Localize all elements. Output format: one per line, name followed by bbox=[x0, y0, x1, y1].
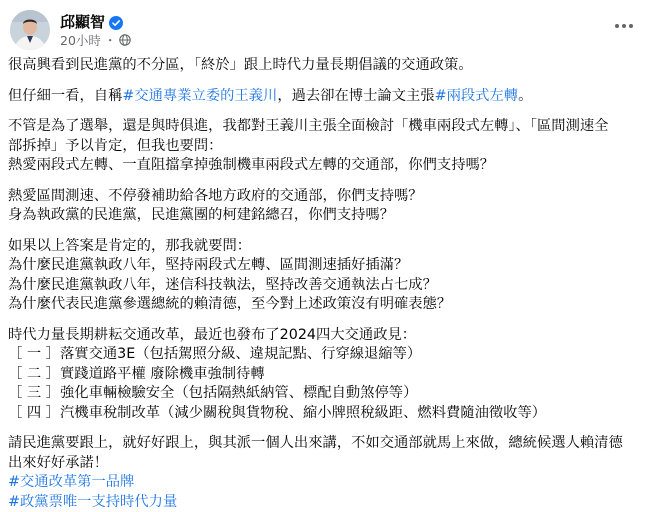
author-avatar[interactable] bbox=[10, 10, 50, 50]
post-body bbox=[8, 56, 648, 512]
author-name[interactable]: 邱顯智 bbox=[60, 11, 105, 32]
paragraph-line: 不管是為了選舉，還是與時俱進，我都對王義川主張全面檢討「機車兩段式左轉」、「區間測速全 bbox=[8, 117, 648, 137]
meta-separator: ・ bbox=[104, 31, 117, 49]
text: ，過去卻在博士論文主張 bbox=[277, 88, 434, 104]
author-line bbox=[60, 11, 123, 32]
paragraph-line: 熱愛兩段式左轉、一直阻擋拿掉強制機車兩段式左轉的交通部，你們支持嗎？ bbox=[8, 156, 648, 176]
paragraph-line: 請民進黨要跟上，就好好跟上，與其派一個人出來講，不如交通部就馬上來做，總統候選人賴清德 bbox=[8, 434, 648, 454]
post-header bbox=[10, 10, 642, 50]
policy-item: ［ 一 ］落實交通3E（包括駕照分級、違規記點、行穿線退縮等） bbox=[8, 345, 648, 365]
text: 。 bbox=[518, 88, 532, 104]
paragraph-line: 為什麼民進黨執政八年，迷信科技執法，堅持改善交通執法占七成？ bbox=[8, 276, 648, 296]
verified-badge-icon bbox=[109, 15, 123, 29]
paragraph-line: 出來好好承諾！ bbox=[8, 454, 648, 474]
paragraph-line: 為什麼民進黨執政八年，堅持兩段式左轉、區間測速插好插滿？ bbox=[8, 256, 648, 276]
paragraph-line: 熱愛區間測速、不停發補助給各地方政府的交通部，你們支持嗎？ bbox=[8, 187, 648, 207]
policy-item: ［ 四 ］汽機車稅制改革（減少關稅與貨物稅、縮小牌照稅級距、燃料費隨油徵收等） bbox=[8, 404, 648, 424]
paragraph-line: 部拆掉」予以肯定，但我也要問： bbox=[8, 137, 648, 157]
hashtag-link[interactable]: #政黨票唯一支持時代力量 bbox=[8, 494, 177, 510]
globe-icon[interactable] bbox=[119, 34, 131, 46]
more-options-icon bbox=[614, 23, 634, 29]
post-meta bbox=[60, 31, 131, 49]
post-time[interactable]: 20小時 bbox=[60, 31, 101, 49]
avatar-photo bbox=[10, 10, 50, 50]
paragraph-line: 身為執政黨的民進黨，民進黨團的柯建銘總召，你們支持嗎？ bbox=[8, 206, 648, 226]
policy-item: ［ 二 ］實踐道路平權 廢除機車強制待轉 bbox=[8, 365, 648, 385]
paragraph-intro: 很高興看到民進黨的不分區，「終於」跟上時代力量長期倡議的交通政策。 bbox=[8, 56, 648, 76]
paragraph-line: 如果以上答案是肯定的，那我就要問： bbox=[8, 237, 648, 257]
paragraph-question bbox=[8, 87, 648, 107]
text: 但仔細一看，自稱 bbox=[8, 88, 122, 104]
hashtag-line bbox=[8, 473, 648, 493]
more-options-button[interactable] bbox=[610, 16, 638, 36]
hashtag-link[interactable]: #交通改革第一品牌 bbox=[8, 474, 134, 490]
hashtag-line bbox=[8, 493, 648, 512]
hashtag-link[interactable]: #兩段式左轉 bbox=[435, 88, 518, 104]
policy-item: ［ 三 ］強化車輛檢驗安全（包括隔熱紙納管、標配自動煞停等） bbox=[8, 384, 648, 404]
hashtag-link[interactable]: #交通專業立委的王義川 bbox=[122, 88, 277, 104]
paragraph-line: 時代力量長期耕耘交通改革，最近也發布了2024四大交通政見： bbox=[8, 326, 648, 346]
paragraph-line: 為什麼代表民進黨參選總統的賴清德，至今對上述政策沒有明確表態？ bbox=[8, 295, 648, 315]
